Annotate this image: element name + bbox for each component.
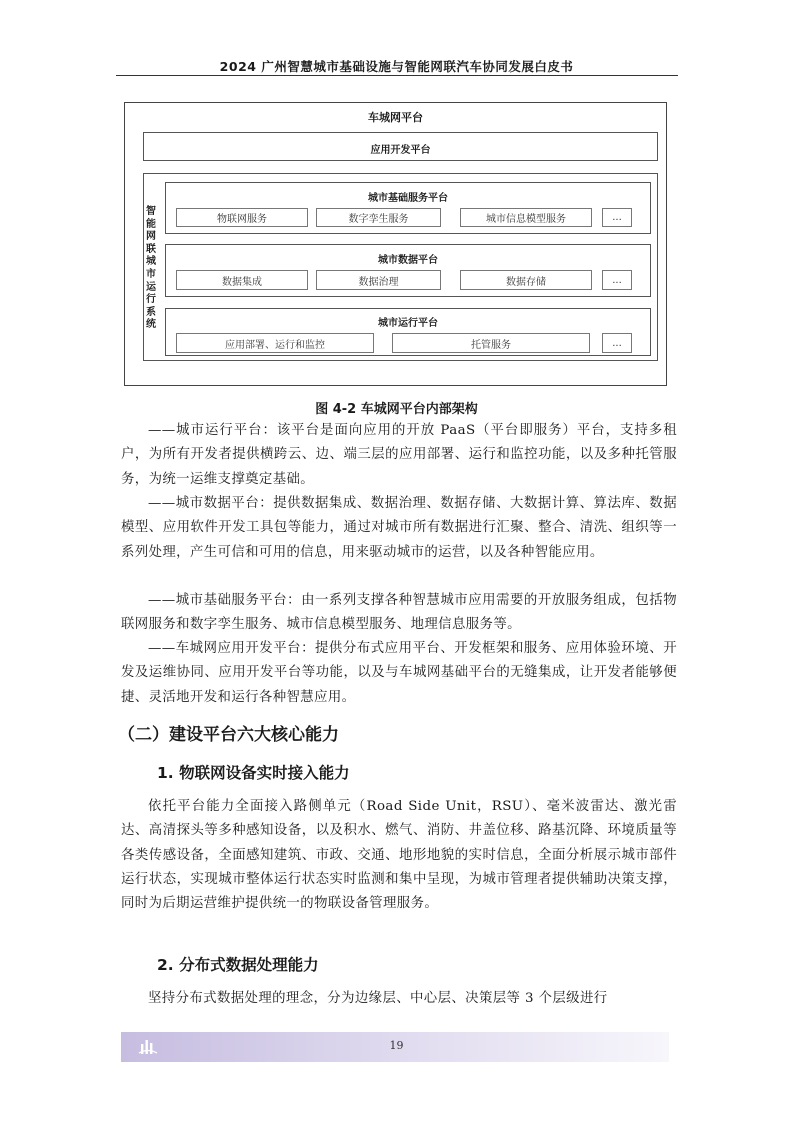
figure-caption: 图 4-2 车城网平台内部架构 bbox=[315, 402, 478, 417]
paragraph-basic-service: ——城市基础服务平台：由一系列支撑各种智慧城市应用需要的开放服务组成，包括物联网服务和数字孪生服务、城市信息模型服务、地理信息服务等。 bbox=[121, 593, 677, 633]
data-storage-cell: 数据存储 bbox=[460, 270, 592, 290]
paragraph-distributed: 坚持分布式数据处理的理念，分为边缘层、中心层、决策层等 3 个层级进行 bbox=[148, 991, 608, 1006]
app-dev-platform-box bbox=[143, 132, 658, 161]
more-cell: ... bbox=[602, 208, 632, 227]
app-dev-platform-label: 应用开发平台 bbox=[370, 145, 431, 156]
iot-service-cell: 物联网服务 bbox=[176, 208, 308, 227]
diagram-title: 车城网平台 bbox=[368, 111, 423, 124]
paragraph-app-dev: ——车城网应用开发平台：提供分布式应用平台、开发框架和服务、应用体验环境、开发及运维协同、应用开发平台等功能，以及与车城网基础平台的无缝集成，让开发者能够便捷、灵活地开发和运行各种智慧应用。 bbox=[121, 641, 677, 705]
data-integration-cell: 数据集成 bbox=[176, 270, 308, 290]
paragraph-city-ops: ——城市运行平台：该平台是面向应用的开放 PaaS（平台即服务）平台，支持多租户，为所有开发者提供横跨云、边、端三层的应用部署、运行和监控功能，以及多种托管服务，为统一运维支撑奠定基础。 bbox=[121, 423, 677, 487]
deploy-monitor-cell: 应用部署、运行和监控 bbox=[176, 333, 374, 353]
digital-twin-service-cell: 数字孪生服务 bbox=[316, 208, 441, 227]
cim-service-cell: 城市信息模型服务 bbox=[460, 208, 592, 227]
paragraph-iot-access: 依托平台能力全面接入路侧单元（Road Side Unit，RSU）、毫米波雷达、激光雷达、高清探头等多种感知设备，以及积水、燃气、消防、井盖位移、路基沉降、环境质量等各类传感设备，全面感知建筑、市政、交通、地形地貌的实时信息，全面分析展示城市部件运行状态，实现城市整体运行状态实时监测和集中呈现，为城市管理者提供辅助决策支撑，同时为后期运营维护提供统一的物联设备管理服务。 bbox=[121, 799, 677, 912]
more-cell: ... bbox=[602, 270, 632, 290]
basic-service-title: 城市基础服务平台 bbox=[368, 193, 448, 204]
architecture-diagram bbox=[124, 102, 667, 386]
data-governance-cell: 数据治理 bbox=[316, 270, 441, 290]
city-os-box bbox=[143, 173, 658, 361]
running-header: 2024 广州智慧城市基础设施与智能网联汽车协同发展白皮书 bbox=[219, 59, 574, 74]
section-heading: （二）建设平台六大核心能力 bbox=[118, 725, 339, 745]
subsection-heading-2: 2. 分布式数据处理能力 bbox=[157, 956, 319, 974]
ops-platform-box bbox=[165, 308, 651, 356]
city-os-vertical-label: 智能网联城市运行系统 bbox=[146, 206, 156, 331]
ops-platform-title: 城市运行平台 bbox=[378, 318, 438, 329]
header-divider bbox=[116, 75, 678, 76]
more-cell: ... bbox=[602, 333, 632, 353]
basic-service-platform-box bbox=[165, 182, 651, 234]
page-number: 19 bbox=[389, 1039, 404, 1052]
hosting-service-cell: 托管服务 bbox=[392, 333, 590, 353]
data-platform-box bbox=[165, 244, 651, 297]
paragraph-city-data: ——城市数据平台：提供数据集成、数据治理、数据存储、大数据计算、算法库、数据模型、应用软件开发工具包等能力，通过对城市所有数据进行汇聚、整合、清洗、组织等一系列处理，产生可信和可用的信息，用来驱动城市的运营，以及各种智能应用。 bbox=[121, 496, 677, 560]
subsection-heading-1: 1. 物联网设备实时接入能力 bbox=[157, 764, 350, 782]
data-platform-title: 城市数据平台 bbox=[378, 255, 438, 266]
